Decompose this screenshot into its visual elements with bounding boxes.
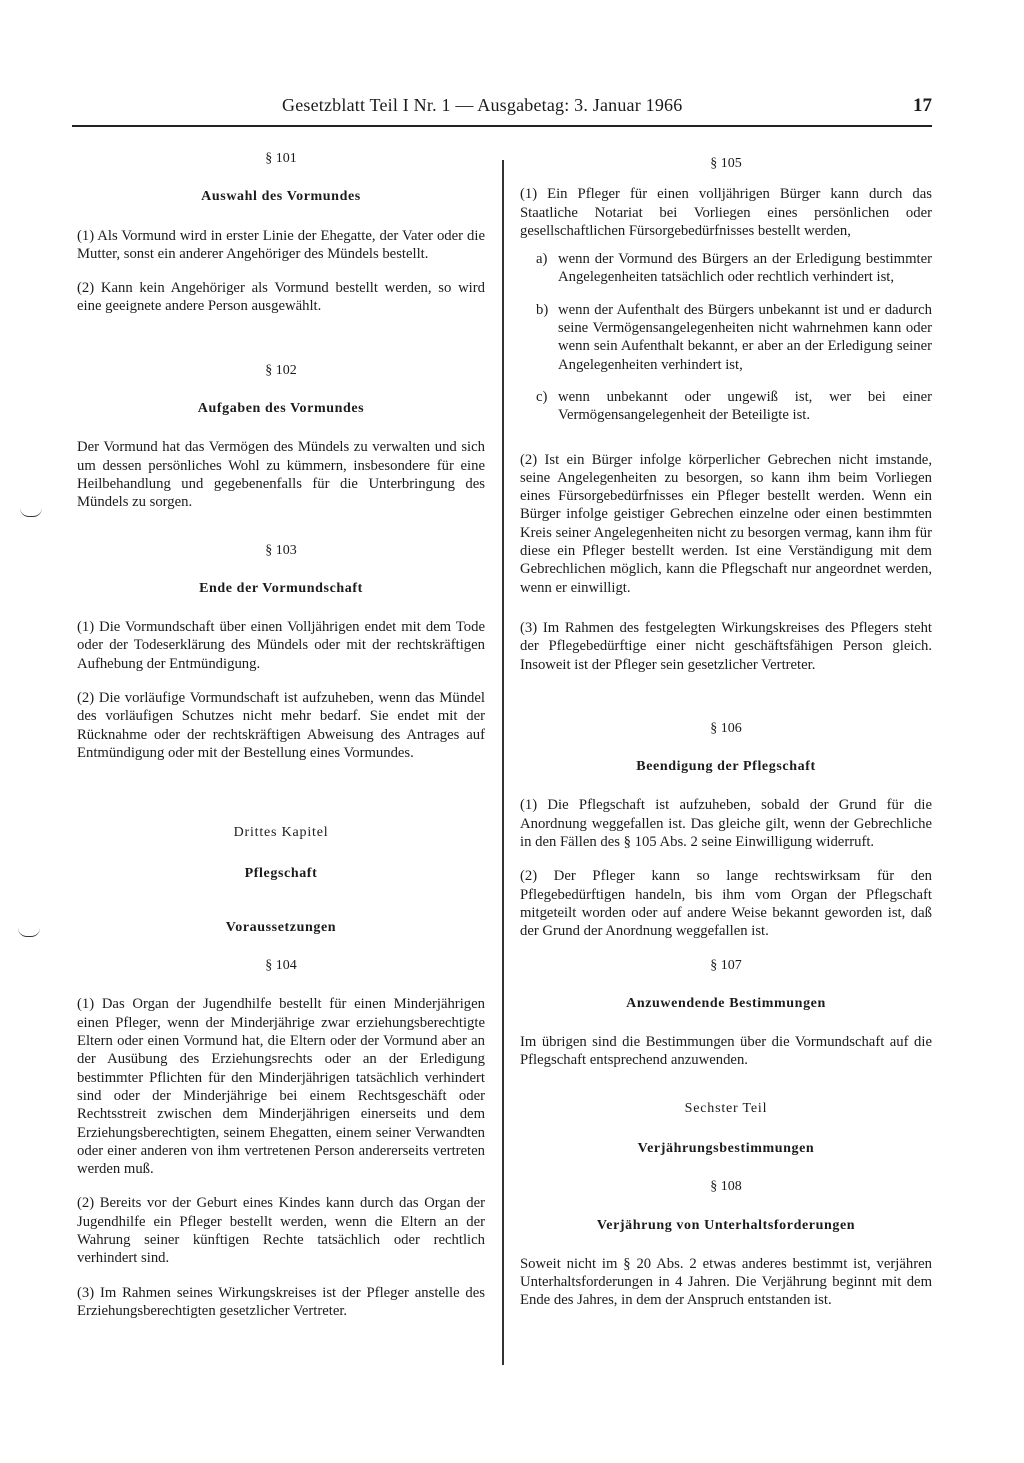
list-item-text: wenn der Vormund des Bürgers an der Erledigung bestimmter Angelegenheiten tatsächlich oder rechtlich verhindert ist, <box>558 251 932 286</box>
section-title: Anzuwendende Bestimmungen <box>626 995 826 1011</box>
chapter-label: Drittes Kapitel <box>233 825 329 841</box>
paragraph: (1) Als Vormund wird in erster Linie der Ehegatte, der Vater oder die Mutter, sonst ein anderer Angehöriger des Mündels bestellt. <box>77 227 485 262</box>
section-number: § 106 <box>710 720 742 736</box>
section-102 <box>77 362 485 512</box>
list-item-text: wenn unbekannt oder ungewiß ist, wer bei einer Vermögensangelegenheit der Beteiligte ist. <box>558 388 932 424</box>
paragraph: (2) Bereits vor der Geburt eines Kindes kann durch das Organ der Jugendhilfe ein Pfleger bestellt werden, wenn die Eltern an der Wahrung seiner künftigen Rechte tatsächlich oder rechtlich verhindert sind. <box>77 1195 485 1267</box>
column-divider <box>502 160 504 1365</box>
paragraph: (2) Ist ein Bürger infolge körperlicher Gebrechen nicht imstande, seine Angelegenheiten zu besorgen, so kann ihm beim Vorliegen eines Fürsorgebedürfnisses ein Pfleger bestellt werden. Wenn ein Bürger infolge geistiger Gebrechen einzelne oder einen bestimmten Kreis seiner Angelegenheiten nicht zu besorgen vermag, kann ihm für diese ein Pfleger bestellt werden. Ist eine Verständigung mit dem Gebrechlichen möglich, kann die Pflegschaft nur angeordnet werden, wenn er einwilligt. <box>520 451 932 596</box>
paragraph: (2) Kann kein Angehöriger als Vormund bestellt werden, so wird eine geeignete andere Person ausgewählt. <box>77 280 485 315</box>
section-101 <box>77 150 485 316</box>
paragraph: (1) Ein Pfleger für einen volljährigen Bürger kann durch das Staatliche Notariat bei Vorliegen eines persönlichen oder gesellschaftlichen Fürsorgebedürfnisses bestellt werden, <box>520 186 932 239</box>
section-107 <box>520 957 932 1070</box>
page-number: 17 <box>913 95 932 116</box>
section-title: Beendigung der Pflegschaft <box>636 759 816 775</box>
chapter-title: Pflegschaft <box>244 865 318 881</box>
section-title: Verjährung von Unterhaltsforderungen <box>596 1217 856 1233</box>
paragraph: (2) Der Pfleger kann so lange rechtswirksam für den Pflegebedürftigen handeln, bis ihm vom Organ der Pflegschaft mitgeteilt worden oder auf andere Weise bekannt geworden ist, daß der Grund der Anordnung weggefallen ist. <box>520 868 932 940</box>
section-105 <box>520 155 932 674</box>
paragraph: (1) Die Vormundschaft über einen Volljährigen endet mit dem Tode oder der Todeserklärung des Mündels oder mit der rechtskräftigen Aufhebung der Entmündigung. <box>77 619 485 672</box>
section-108 <box>520 1178 932 1309</box>
section-106 <box>520 720 932 941</box>
section-number: § 107 <box>710 957 742 973</box>
section-number: § 104 <box>265 958 297 974</box>
section-title: Aufgaben des Vormundes <box>197 401 365 417</box>
paragraph: Soweit nicht im § 20 Abs. 2 etwas anderes bestimmt ist, verjähren Unterhaltsforderungen in 4 Jahren. Die Verjährung beginnt mit dem Ende des Jahres, in dem der Anspruch entstanden ist. <box>520 1255 932 1309</box>
section-number: § 105 <box>710 156 742 171</box>
paragraph: (3) Im Rahmen seines Wirkungskreises ist der Pfleger anstelle des Erziehungsberechtigten gesetzlicher Vertreter. <box>77 1284 485 1319</box>
list-item <box>520 388 932 425</box>
paragraph: (1) Die Pflegschaft ist aufzuheben, sobald der Grund für die Anordnung weggefallen ist. Das gleiche gilt, wenn der Gebrechliche in den Fällen des § 105 Abs. 2 seine Einwilligung widerruft. <box>520 797 932 851</box>
list-item-text: wenn der Aufenthalt des Bürgers unbekannt ist und er dadurch seine Vermögensangelegenheiten nicht wahrnehmen kann oder wenn sein Aufenthalt bekannt, er aber an der Erledigung seiner Angelegenheiten verhindert ist, <box>558 301 932 373</box>
list-item <box>520 301 932 374</box>
page-header <box>72 95 932 127</box>
section-title: Ende der Vormundschaft <box>199 580 363 596</box>
paragraph: (3) Im Rahmen des festgelegten Wirkungskreises des Pflegers steht der Pflegebedürftige einer nicht geschäftsfähigen Person gleich. Insoweit ist der Pfleger sein gesetzlicher Vertreter. <box>520 619 932 673</box>
paragraph: Der Vormund hat das Vermögen des Mündels zu verwalten und sich um dessen persönliches Wohl zu kümmern, insbesondere für eine Heilbehandlung und gegebenenfalls für die Unterbringung des Mündels zu sorgen. <box>77 439 485 511</box>
paragraph: Im übrigen sind die Bestimmungen über die Vormundschaft auf die Pflegschaft entsprechend anzuwenden. <box>520 1034 932 1069</box>
section-number: § 103 <box>265 542 297 558</box>
chapter-heading <box>77 824 485 937</box>
condition-list <box>520 250 932 424</box>
section-number: § 102 <box>265 362 297 378</box>
chapter-subtitle: Voraussetzungen <box>225 919 337 935</box>
part-heading <box>520 1100 932 1159</box>
paragraph: (2) Die vorläufige Vormundschaft ist aufzuheben, wenn das Mündel des vorläufigen Schutzes nicht mehr bedarf. Sie endet mit der Rücknahme oder der rechtskräftigen Abweisung des Antrages auf Entmündigung oder mit der Bestellung eines Vormundes. <box>77 690 485 761</box>
list-marker: a) <box>536 251 548 268</box>
section-number: § 108 <box>710 1179 742 1195</box>
section-103 <box>77 542 485 763</box>
section-title: Auswahl des Vormundes <box>201 189 361 205</box>
list-marker: c) <box>536 388 548 405</box>
right-column <box>520 155 932 1326</box>
margin-mark <box>20 508 42 517</box>
left-column <box>77 150 485 1336</box>
margin-mark <box>18 928 40 937</box>
part-title: Verjährungsbestimmungen <box>637 1140 815 1156</box>
paragraph: (1) Das Organ der Jugendhilfe bestellt für einen Minderjährigen einen Pfleger, wenn der Minderjährige zwar erziehungsberechtigte Eltern oder einen Vormund hat, die Eltern oder der Vormund aber an der Ausübung des Erziehungsrechts oder an der Erledigung bestimmter Pflichten für den Minderjährigen tatsächlich verhindert sind oder der Minderjährige bei einem Rechtsgeschäft oder Rechtsstreit zwischen dem Minderjährigen einerseits und dem Erziehungsberechtigten, seinem Ehegatten, einem seiner Verwandten oder einer anderen von ihm vertretenen Person andererseits vertreten werden muß. <box>77 996 485 1178</box>
part-label: Sechster Teil <box>684 1100 768 1116</box>
gazette-title: Gesetzblatt Teil I Nr. 1 — Ausgabetag: 3. Januar 1966 <box>282 95 683 115</box>
section-104 <box>77 957 485 1320</box>
section-number: § 101 <box>265 151 297 166</box>
list-item <box>520 250 932 287</box>
list-marker: b) <box>536 301 549 318</box>
